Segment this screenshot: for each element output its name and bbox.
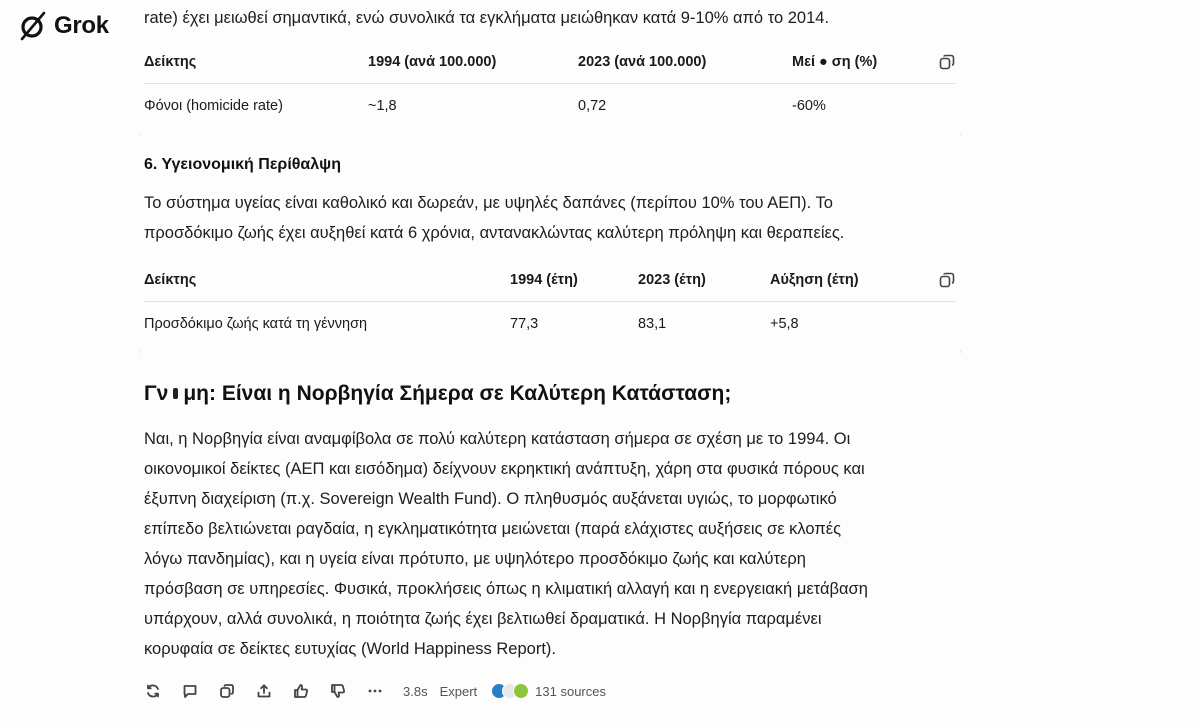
table-horizontal-scrollbar[interactable] [138, 346, 962, 356]
scroll-left-icon[interactable]: ‹ [138, 128, 141, 138]
paragraph-line: υπάρχουν, αλλά συνολικά, η ποιότητα ζωής έχει βελτιωθεί δραματικά. Η Νορβηγία παραμένει [144, 610, 822, 628]
opinion-heading [144, 382, 731, 406]
crime-table [138, 40, 962, 138]
more-options-button[interactable] [366, 682, 384, 700]
sources-count: 131 sources [535, 683, 606, 699]
paragraph-line: Το σύστημα υγείας είναι καθολικό και δωρεάν, με υψηλές δαπάνες (περίπου 10% του ΑΕΠ). Το [144, 194, 833, 212]
table-header-cell: Δείκτης [144, 271, 197, 288]
copy-table-button[interactable] [938, 271, 956, 289]
paragraph-line: Ναι, η Νορβηγία είναι αναμφίβολα σε πολύ καλύτερη κατάσταση σήμερα σε σχέση με το 1994. Οι [144, 430, 851, 448]
source-favicon-icon [513, 683, 529, 699]
paragraph-line: λόγω πανδημίας), και η υγεία είναι πρότυπο, με υψηλότερο προσδόκιμο ζωής και καλύτερη [144, 550, 806, 568]
table-horizontal-scrollbar[interactable] [138, 128, 962, 138]
paragraph-line: προσδόκιμο ζωής έχει αυξηθεί κατά 6 χρόνια, αντανακλώντας καλύτερη πρόληψη και θεραπείες. [144, 224, 845, 242]
source-favicons [491, 683, 529, 699]
copy-icon [938, 271, 956, 289]
heading-text: Γν [144, 382, 169, 405]
grok-logo[interactable] [18, 10, 109, 42]
section-title-healthcare: 6. Υγειονομική Περίθαλψη [144, 156, 341, 173]
table-header-row [144, 258, 956, 302]
comment-button[interactable] [181, 682, 199, 700]
table-row [144, 302, 956, 346]
response-time: 3.8s [403, 683, 428, 699]
table-cell: -60% [792, 98, 826, 114]
paragraph-line: οικονομικοί δείκτες (ΑΕΠ και εισόδημα) δείχνουν εκρηκτική ανάπτυξη, χάρη στα φυσικά πόρους και [144, 460, 865, 478]
table-cell: ~1,8 [368, 98, 397, 114]
healthcare-table [138, 258, 962, 356]
paragraph-line: επίπεδο βελτιώνεται ραγδαία, η εγκληματικότητα μειώνεται (παρά ελάχιστες αυξήσεις σε κλοπές [144, 520, 842, 538]
scroll-left-icon[interactable]: ‹ [138, 346, 141, 356]
paragraph-line: κορυφαία σε δείκτες ευτυχίας (World Happiness Report). [144, 640, 556, 658]
more-icon [367, 683, 383, 699]
table-header-cell: Αύξηση (έτη) [770, 271, 859, 288]
thumbs-down-icon [330, 683, 346, 699]
table-header-cell: 2023 (ανά 100.000) [578, 53, 707, 70]
regenerate-button[interactable] [144, 682, 162, 700]
sources-button[interactable] [491, 683, 606, 699]
table-header-cell: Δείκτης [144, 53, 197, 70]
table-cell: 77,3 [510, 316, 539, 332]
paragraph-line: έξυπνη διαχείριση (π.χ. Sovereign Wealth Fund). Ο πληθυσμός αυξάνεται υγιώς, το μορφωτικό [144, 490, 837, 508]
dislike-button[interactable] [329, 682, 347, 700]
thumbs-up-icon [293, 683, 309, 699]
scroll-right-icon[interactable]: › [959, 128, 962, 138]
copy-icon [219, 683, 235, 699]
share-button[interactable] [255, 682, 273, 700]
grok-logo-icon [18, 10, 48, 42]
table-header-cell: Μεί ● ση (%) [792, 53, 878, 70]
share-icon [256, 683, 272, 699]
heading-text: μη: Είναι η Νορβηγία Σήμερα σε Καλύτερη Κατάσταση; [183, 382, 732, 405]
scroll-right-icon[interactable]: › [959, 346, 962, 356]
copy-table-button[interactable] [938, 53, 956, 71]
app-name: Grok [54, 12, 109, 39]
comment-icon [182, 683, 198, 699]
table-cell: 0,72 [578, 98, 607, 114]
response-toolbar [144, 680, 606, 702]
copy-button[interactable] [218, 682, 236, 700]
table-cell: 83,1 [638, 316, 667, 332]
opinion-paragraph [144, 424, 974, 664]
table-header-row [144, 40, 956, 84]
table-row [144, 84, 956, 128]
intro-text: rate) έχει μειωθεί σημαντικά, ενώ συνολικά τα εγκλήματα μειώθηκαν κατά 9-10% από το 2014. [144, 9, 830, 27]
model-mode: Expert [439, 683, 478, 699]
table-cell: +5,8 [770, 316, 799, 332]
copy-icon [938, 53, 956, 71]
regenerate-icon [145, 683, 161, 699]
glyph-artifact [173, 388, 178, 399]
like-button[interactable] [292, 682, 310, 700]
paragraph-line: πρόσβαση σε υπηρεσίες. Φυσικά, προκλήσεις όπως η κλιματική αλλαγή και η ενεργειακή μετάβαση [144, 580, 868, 598]
table-header-cell: 1994 (ανά 100.000) [368, 53, 497, 70]
table-header-cell: 2023 (έτη) [638, 271, 706, 288]
healthcare-paragraph [144, 188, 974, 248]
table-header-cell: 1994 (έτη) [510, 271, 578, 288]
table-cell: Προσδόκιμο ζωής κατά τη γέννηση [144, 316, 368, 332]
table-cell: Φόνοι (homicide rate) [144, 98, 283, 114]
